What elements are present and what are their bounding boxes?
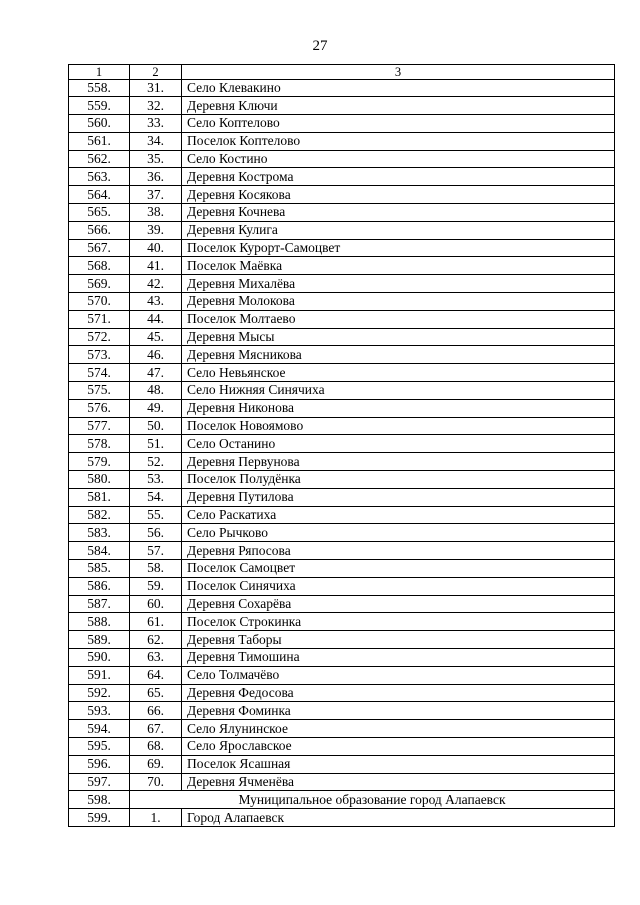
settlement-name: Деревня Путилова bbox=[182, 488, 615, 506]
row-local-number: 42. bbox=[130, 275, 182, 293]
settlement-name: Деревня Мысы bbox=[182, 328, 615, 346]
settlement-name: Город Алапаевск bbox=[182, 809, 615, 827]
table-row bbox=[69, 239, 615, 257]
table-row bbox=[69, 613, 615, 631]
row-local-number: 64. bbox=[130, 666, 182, 684]
table-row bbox=[69, 150, 615, 168]
table-row bbox=[69, 97, 615, 115]
table-row bbox=[69, 809, 615, 827]
row-number: 578. bbox=[69, 435, 130, 453]
row-local-number: 66. bbox=[130, 702, 182, 720]
row-local-number: 43. bbox=[130, 293, 182, 311]
settlement-name: Деревня Никонова bbox=[182, 399, 615, 417]
table-row bbox=[69, 577, 615, 595]
table-row bbox=[69, 328, 615, 346]
row-local-number: 50. bbox=[130, 417, 182, 435]
settlement-name: Село Костино bbox=[182, 150, 615, 168]
row-number: 558. bbox=[69, 79, 130, 97]
row-number: 566. bbox=[69, 221, 130, 239]
row-number: 561. bbox=[69, 132, 130, 150]
settlement-name: Село Ярославское bbox=[182, 737, 615, 755]
row-local-number: 51. bbox=[130, 435, 182, 453]
row-number: 579. bbox=[69, 453, 130, 471]
table-row bbox=[69, 702, 615, 720]
row-local-number: 38. bbox=[130, 204, 182, 222]
settlement-name: Поселок Ясашная bbox=[182, 755, 615, 773]
table-row bbox=[69, 257, 615, 275]
table-row bbox=[69, 453, 615, 471]
row-number: 599. bbox=[69, 809, 130, 827]
row-local-number: 31. bbox=[130, 79, 182, 97]
row-number: 559. bbox=[69, 97, 130, 115]
settlement-name: Деревня Федосова bbox=[182, 684, 615, 702]
row-local-number: 32. bbox=[130, 97, 182, 115]
settlement-name: Поселок Полудёнка bbox=[182, 471, 615, 489]
settlement-name: Деревня Молокова bbox=[182, 293, 615, 311]
row-local-number: 47. bbox=[130, 364, 182, 382]
row-local-number: 39. bbox=[130, 221, 182, 239]
settlement-name: Поселок Строкинка bbox=[182, 613, 615, 631]
row-local-number: 36. bbox=[130, 168, 182, 186]
row-number: 589. bbox=[69, 631, 130, 649]
settlement-name: Деревня Кулига bbox=[182, 221, 615, 239]
table-row bbox=[69, 382, 615, 400]
table-row bbox=[69, 275, 615, 293]
row-number: 583. bbox=[69, 524, 130, 542]
settlement-name: Деревня Ключи bbox=[182, 97, 615, 115]
settlement-name: Деревня Мясникова bbox=[182, 346, 615, 364]
row-local-number: 63. bbox=[130, 649, 182, 667]
row-number: 567. bbox=[69, 239, 130, 257]
column-header-1: 1 bbox=[69, 65, 130, 80]
settlement-table bbox=[68, 64, 615, 827]
settlement-name: Деревня Косякова bbox=[182, 186, 615, 204]
row-number: 595. bbox=[69, 737, 130, 755]
settlement-name: Село Толмачёво bbox=[182, 666, 615, 684]
row-local-number: 53. bbox=[130, 471, 182, 489]
row-number: 574. bbox=[69, 364, 130, 382]
row-number: 565. bbox=[69, 204, 130, 222]
row-local-number: 58. bbox=[130, 560, 182, 578]
row-number: 582. bbox=[69, 506, 130, 524]
row-local-number: 61. bbox=[130, 613, 182, 631]
table-row bbox=[69, 471, 615, 489]
row-number: 575. bbox=[69, 382, 130, 400]
row-number: 593. bbox=[69, 702, 130, 720]
settlement-name: Деревня Ячменёва bbox=[182, 773, 615, 791]
row-number: 560. bbox=[69, 115, 130, 133]
row-local-number: 54. bbox=[130, 488, 182, 506]
column-header-3: 3 bbox=[182, 65, 615, 80]
table-row bbox=[69, 186, 615, 204]
row-local-number: 45. bbox=[130, 328, 182, 346]
settlement-name: Село Клевакино bbox=[182, 79, 615, 97]
page-number: 27 bbox=[312, 38, 328, 54]
settlement-name: Деревня Сохарёва bbox=[182, 595, 615, 613]
settlement-name: Деревня Первунова bbox=[182, 453, 615, 471]
row-local-number: 62. bbox=[130, 631, 182, 649]
row-number: 590. bbox=[69, 649, 130, 667]
settlement-name: Село Нижняя Синячиха bbox=[182, 382, 615, 400]
row-number: 592. bbox=[69, 684, 130, 702]
row-number: 591. bbox=[69, 666, 130, 684]
row-local-number: 48. bbox=[130, 382, 182, 400]
table-row bbox=[69, 524, 615, 542]
row-local-number: 70. bbox=[130, 773, 182, 791]
row-number: 594. bbox=[69, 720, 130, 738]
table-row bbox=[69, 666, 615, 684]
table-row bbox=[69, 115, 615, 133]
row-number: 563. bbox=[69, 168, 130, 186]
row-number: 564. bbox=[69, 186, 130, 204]
row-local-number: 55. bbox=[130, 506, 182, 524]
row-number: 571. bbox=[69, 310, 130, 328]
row-number: 588. bbox=[69, 613, 130, 631]
settlement-name: Село Раскатиха bbox=[182, 506, 615, 524]
settlement-name: Поселок Курорт-Самоцвет bbox=[182, 239, 615, 257]
settlement-name: Деревня Тимошина bbox=[182, 649, 615, 667]
settlement-name: Деревня Кострома bbox=[182, 168, 615, 186]
row-number: 562. bbox=[69, 150, 130, 168]
row-local-number: 59. bbox=[130, 577, 182, 595]
row-local-number: 65. bbox=[130, 684, 182, 702]
table-row bbox=[69, 293, 615, 311]
row-local-number: 68. bbox=[130, 737, 182, 755]
table-row bbox=[69, 488, 615, 506]
settlement-name: Село Невьянское bbox=[182, 364, 615, 382]
column-header-2: 2 bbox=[130, 65, 182, 80]
row-local-number: 60. bbox=[130, 595, 182, 613]
row-number: 577. bbox=[69, 417, 130, 435]
settlement-name: Поселок Самоцвет bbox=[182, 560, 615, 578]
table-row bbox=[69, 737, 615, 755]
table-row bbox=[69, 720, 615, 738]
row-local-number: 37. bbox=[130, 186, 182, 204]
row-number: 586. bbox=[69, 577, 130, 595]
table-row bbox=[69, 542, 615, 560]
settlement-name: Поселок Коптелово bbox=[182, 132, 615, 150]
table-row bbox=[69, 684, 615, 702]
table-row bbox=[69, 132, 615, 150]
row-number: 580. bbox=[69, 471, 130, 489]
row-local-number: 49. bbox=[130, 399, 182, 417]
table-row bbox=[69, 595, 615, 613]
table-row bbox=[69, 506, 615, 524]
table-row bbox=[69, 755, 615, 773]
settlement-name: Село Останино bbox=[182, 435, 615, 453]
settlement-name: Село Ялунинское bbox=[182, 720, 615, 738]
settlement-name: Деревня Таборы bbox=[182, 631, 615, 649]
table-row bbox=[69, 773, 615, 791]
section-row bbox=[69, 791, 615, 809]
table-row bbox=[69, 346, 615, 364]
row-number: 598. bbox=[69, 791, 130, 809]
settlement-name: Село Коптелово bbox=[182, 115, 615, 133]
table-row bbox=[69, 649, 615, 667]
settlement-name: Деревня Фоминка bbox=[182, 702, 615, 720]
table-row bbox=[69, 435, 615, 453]
row-local-number: 56. bbox=[130, 524, 182, 542]
row-number: 596. bbox=[69, 755, 130, 773]
row-local-number: 67. bbox=[130, 720, 182, 738]
row-number: 581. bbox=[69, 488, 130, 506]
row-local-number: 57. bbox=[130, 542, 182, 560]
row-local-number: 35. bbox=[130, 150, 182, 168]
settlement-name: Поселок Синячиха bbox=[182, 577, 615, 595]
row-number: 570. bbox=[69, 293, 130, 311]
settlement-name: Деревня Ряпосова bbox=[182, 542, 615, 560]
row-local-number: 33. bbox=[130, 115, 182, 133]
table-row bbox=[69, 221, 615, 239]
settlement-name: Село Рычково bbox=[182, 524, 615, 542]
row-local-number: 34. bbox=[130, 132, 182, 150]
row-number: 572. bbox=[69, 328, 130, 346]
section-title: Муниципальное образование город Алапаевск bbox=[130, 791, 615, 809]
row-local-number: 69. bbox=[130, 755, 182, 773]
settlement-name: Поселок Новоямово bbox=[182, 417, 615, 435]
table-row bbox=[69, 399, 615, 417]
row-local-number: 1. bbox=[130, 809, 182, 827]
table-row bbox=[69, 79, 615, 97]
row-local-number: 40. bbox=[130, 239, 182, 257]
row-number: 597. bbox=[69, 773, 130, 791]
settlement-name: Поселок Молтаево bbox=[182, 310, 615, 328]
settlement-name: Деревня Михалёва bbox=[182, 275, 615, 293]
row-local-number: 41. bbox=[130, 257, 182, 275]
table-body bbox=[69, 79, 615, 826]
row-local-number: 52. bbox=[130, 453, 182, 471]
table-row bbox=[69, 310, 615, 328]
settlement-name: Деревня Кочнева bbox=[182, 204, 615, 222]
table-row bbox=[69, 560, 615, 578]
row-number: 585. bbox=[69, 560, 130, 578]
table-row bbox=[69, 631, 615, 649]
row-number: 569. bbox=[69, 275, 130, 293]
row-local-number: 46. bbox=[130, 346, 182, 364]
table-header-row bbox=[69, 65, 615, 80]
row-number: 568. bbox=[69, 257, 130, 275]
row-number: 587. bbox=[69, 595, 130, 613]
row-number: 584. bbox=[69, 542, 130, 560]
table-row bbox=[69, 204, 615, 222]
table-row bbox=[69, 364, 615, 382]
settlement-name: Поселок Маёвка bbox=[182, 257, 615, 275]
table-row bbox=[69, 417, 615, 435]
table-row bbox=[69, 168, 615, 186]
row-local-number: 44. bbox=[130, 310, 182, 328]
row-number: 576. bbox=[69, 399, 130, 417]
row-number: 573. bbox=[69, 346, 130, 364]
